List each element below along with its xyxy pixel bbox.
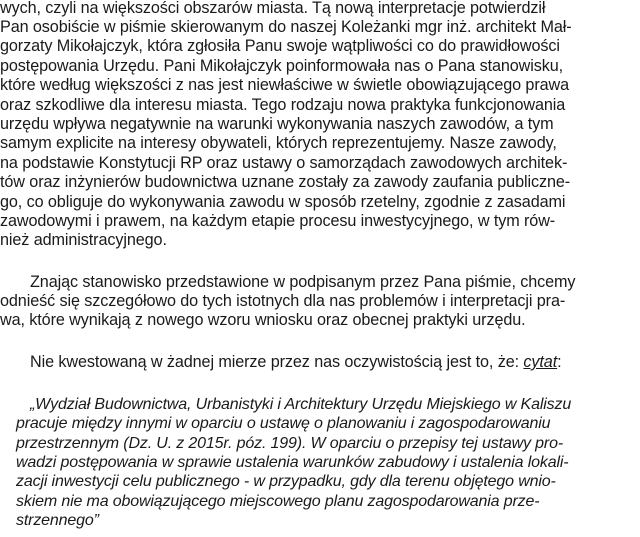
cytat-label: cytat — [523, 353, 558, 371]
paragraph-1-line: urzędu wpływa negatywnie na warunki wykonywania naszych zawodów, a tym — [0, 115, 554, 133]
paragraph-1-line: na podstawie Konstytucji RP oraz ustawy o samorządach zawodowych architek- — [0, 154, 568, 172]
cytat-suffix: : — [557, 353, 562, 371]
paragraph-1-line: samym explicite na interesy obywateli, których reprezentujemy. Nasze zawody, — [0, 134, 557, 152]
quote-line: przestrzennym (Dz. U. z 2015r. póz. 199). W oparciu o przepisy tej ustawy pro- — [16, 435, 564, 452]
paragraph-1-line: tów oraz inżynierów budownictwa uznane zostały za zawody zaufania publiczne- — [0, 173, 571, 191]
paragraph-2-line: Znając stanowisko przedstawione w podpisanym przez Pana piśmie, chcemy — [30, 273, 576, 291]
paragraph-1-line: gorzaty Mikołajczyk, która zgłosiła Panu swoje wątpliwości co do prawidłowości — [0, 37, 560, 55]
paragraph-1-line: które według większości z nas jest niewłaściwe w świetle obowiązującego prawa — [0, 76, 570, 94]
quote-line: pracuje między innymi w oparciu o ustawę o planowaniu i zagospodarowaniu — [16, 415, 551, 432]
paragraph-1-line: nież administracyjnego. — [0, 231, 167, 249]
paragraph-1-line: postępowania Urzędu. Pani Mikołajczyk poinformowała nas o Pana stanowisku, — [0, 57, 564, 75]
paragraph-3-line — [30, 353, 562, 372]
paragraph-2-line: odnieść się szczegółowo do tych istotnych dla nas problemów i interpretacji pra- — [0, 292, 566, 310]
quote-line: skiem nie ma obowiązującego miejscowego planu zagospodarowania prze- — [16, 493, 540, 510]
paragraph-3-text: Nie kwestowaną w żadnej mierze przez nas oczywistością jest to, że: — [30, 353, 524, 371]
quote-line: wadzi postępowania w sprawie ustalenia warunków zabudowy i ustalenia lokali- — [16, 454, 569, 471]
paragraph-2-line: wa, które wynikają z nowego wzoru wniosku oraz obecnej praktyki urzędu. — [0, 311, 526, 329]
quote-line: „Wydział Budownictwa, Urbanistyki i Architektury Urzędu Miejskiego w Kaliszu — [30, 396, 572, 413]
paragraph-1-line: zawodowymi i prawem, na każdym etapie procesu inwestycyjnego, w tym rów- — [0, 212, 556, 230]
quote-line: strzennego” — [16, 512, 99, 529]
quote-line: zacji inwestycji celu publicznego - w przypadku, gdy dla terenu objętego wnio- — [16, 473, 556, 490]
paragraph-1-line: wych, czyli na większości obszarów miasta. Tą nową interpretacje potwierdził — [0, 0, 546, 17]
paragraph-1-line: go, co obliguje do wykonywania zawodu w sposób rzetelny, zgodnie z zasadami — [0, 193, 566, 211]
paragraph-1-line: oraz szkodliwe dla interesu miasta. Tego rodzaju nowa praktyka funkcjonowania — [0, 96, 566, 114]
paragraph-1-line: Pan osobiście w piśmie skierowanym do naszej Koleżanki mgr inż. architekt Mał- — [0, 18, 572, 36]
